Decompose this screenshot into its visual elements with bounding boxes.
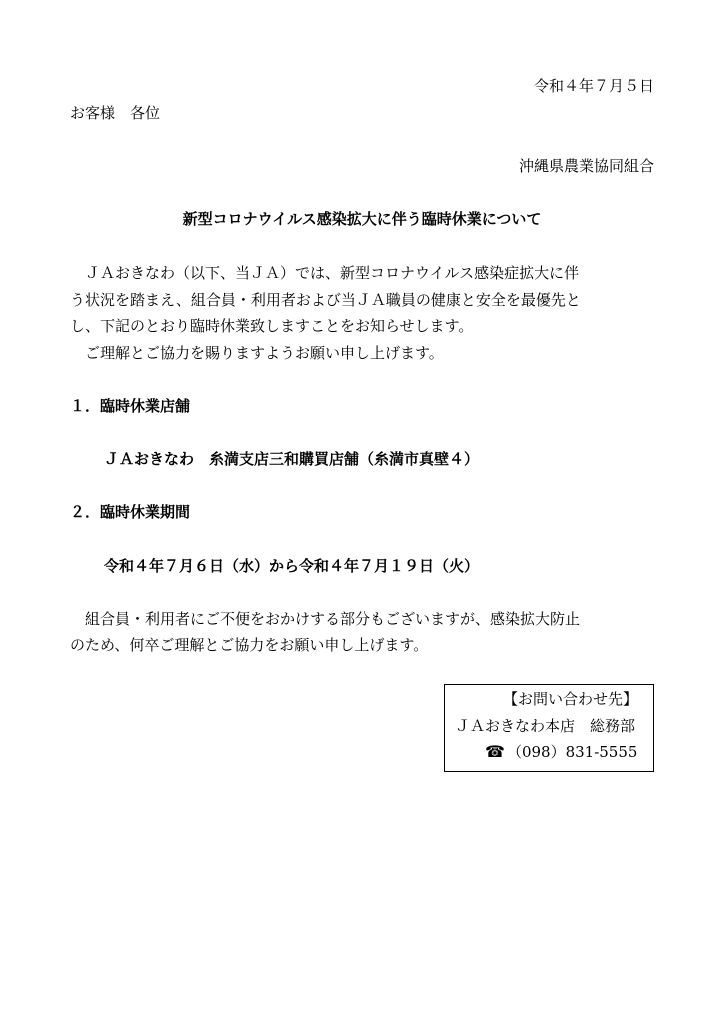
document-date: 令和４年７月５日	[533, 77, 654, 95]
contact-phone-number: （098）831-5555	[506, 743, 638, 761]
document-title: 新型コロナウイルス感染拡大に伴う臨時休業について	[182, 210, 542, 228]
contact-title: 【お問い合わせ先】	[503, 690, 639, 708]
intro-line: し、下記のとおり臨時休業致しますことをお知らせします。	[70, 317, 474, 335]
intro-line: う状況を踏まえ、組合員・利用者および当ＪＡ職員の健康と安全を最優先と	[70, 291, 581, 309]
contact-phone-row	[485, 742, 637, 762]
contact-box	[444, 684, 654, 772]
section1-heading: １．臨時休業店舗	[70, 397, 191, 415]
closed-store: ＪＡおきなわ 糸満支店三和購買店舗（糸満市真壁４）	[104, 450, 480, 468]
intro-line: ご理解とご協力を賜りますようお願い申し上げます。	[70, 344, 444, 362]
closing-line: 組合員・利用者にご不便をおかけする部分もございますが、感染拡大防止	[70, 610, 581, 628]
telephone-icon: ☎	[485, 742, 505, 761]
salutation: お客様 各位	[70, 104, 161, 122]
contact-office: ＪＡおきなわ本店 総務部	[455, 717, 636, 735]
intro-line: ＪＡおきなわ（以下、当ＪＡ）では、新型コロナウイルス感染症拡大に伴	[70, 264, 580, 282]
closure-period: 令和４年７月６日（水）から令和４年７月１９日（火）	[104, 557, 480, 575]
section2-heading: ２．臨時休業期間	[70, 503, 191, 521]
sender-organization: 沖縄県農業協同組合	[518, 157, 654, 175]
closing-line: のため、何卒ご理解とご協力をお願い申し上げます。	[70, 636, 429, 654]
